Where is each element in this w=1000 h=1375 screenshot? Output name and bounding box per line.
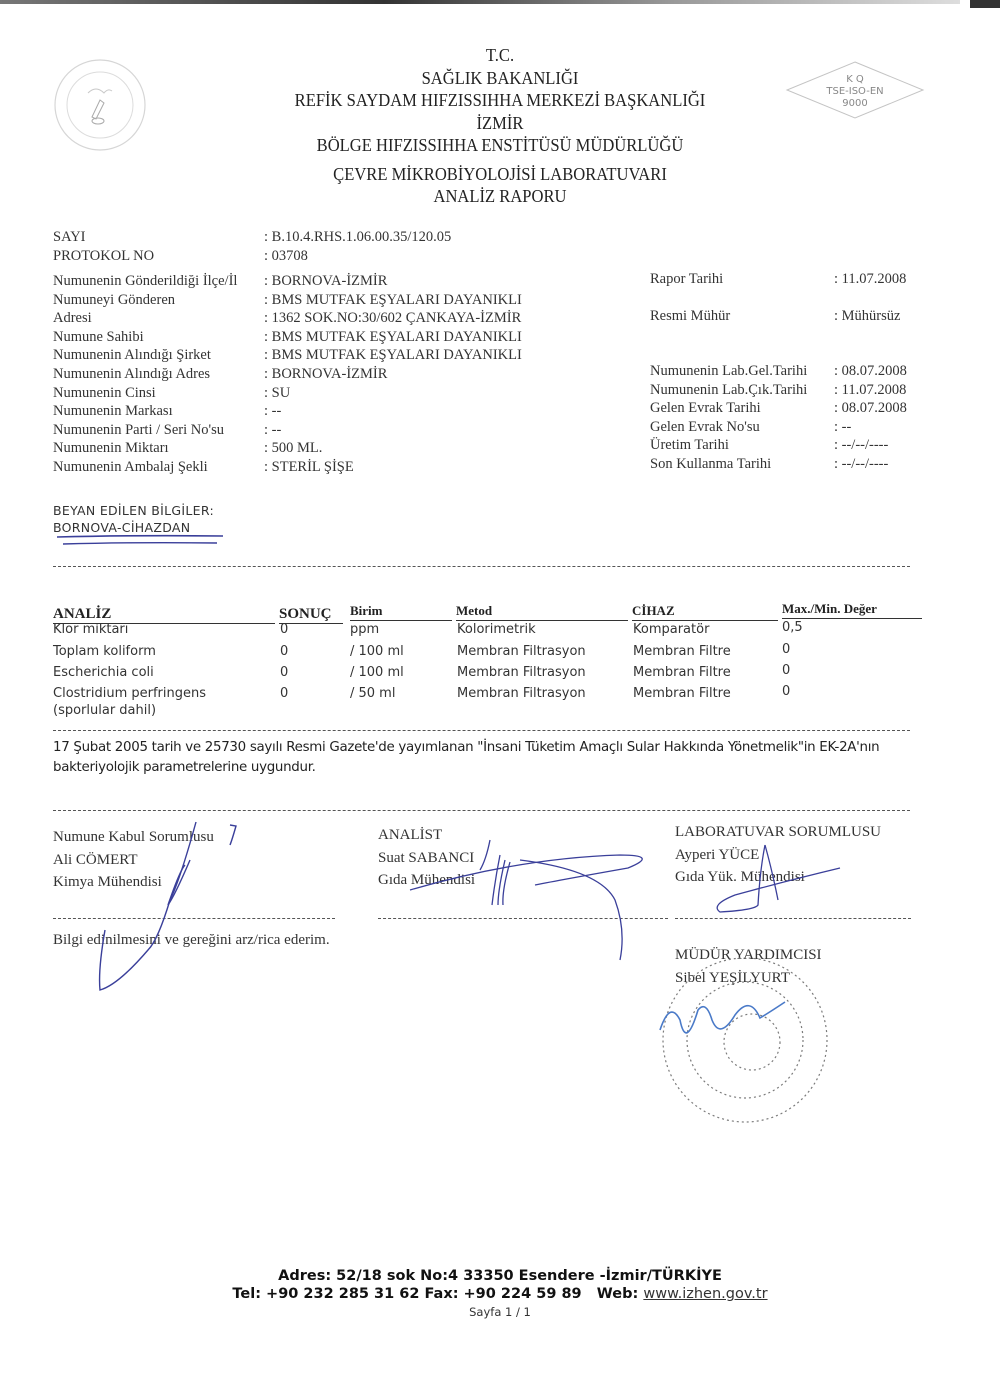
- sample-info-value: : --: [264, 403, 282, 420]
- cert-line-3: 9000: [842, 98, 868, 109]
- sample-info-row: [53, 439, 613, 458]
- declared-title: BEYAN EDİLEN BİLGİLER:: [53, 503, 214, 518]
- mudur-name: Sibel YEŞİLYURT: [675, 969, 790, 986]
- report-date-value: : --: [834, 418, 852, 435]
- page-footer: [0, 1267, 1000, 1321]
- sample-info-label: Numuneyi Gönderen: [53, 291, 176, 308]
- report-date-value: : --/--/----: [834, 455, 889, 472]
- mudur-title: MÜDÜR YARDIMCISI: [675, 947, 822, 963]
- rapor-tarihi-label: Rapor Tarihi: [650, 271, 724, 287]
- kabul-name: Ali CÖMERT: [53, 851, 138, 868]
- declared-info: [53, 502, 214, 536]
- header-underline: [279, 623, 343, 624]
- report-date-label: Gelen Evrak No'su: [650, 418, 760, 435]
- sample-info-block: [53, 272, 613, 477]
- scan-top-edge: [0, 0, 960, 4]
- sample-info-value: : --: [264, 421, 282, 438]
- kabul-role: Kimya Mühendisi: [53, 874, 162, 890]
- resmi-muhur-label: Resmi Mühür: [650, 307, 731, 324]
- report-date-row: [650, 436, 940, 455]
- sample-info-row: [53, 291, 613, 310]
- col-header-cihaz: CİHAZ: [632, 603, 675, 618]
- report-date-label: Son Kullanma Tarihi: [650, 455, 772, 472]
- footer-address: Adres: 52/18 sok No:4 33350 Esendere -İzmir/TÜRKİYE: [278, 1268, 722, 1284]
- reference-block: [53, 228, 573, 265]
- footer-contact: Tel: +90 232 285 31 62 Fax: +90 224 59 89: [232, 1286, 582, 1302]
- analist-title: ANALİST: [378, 827, 443, 843]
- sample-info-row: [53, 365, 613, 384]
- cell-deger: 0,5: [782, 620, 803, 635]
- report-date-row: [650, 399, 940, 418]
- header-institute: BÖLGE HIFZISSIHHA ENSTİTÜSÜ MÜDÜRLÜĞÜ: [316, 135, 684, 155]
- rapor-tarihi-row: [650, 270, 940, 289]
- signature-analist: [378, 824, 475, 892]
- cell-metod: Membran Filtrasyon: [457, 686, 586, 701]
- protokol-label: PROTOKOL NO: [53, 247, 155, 264]
- sample-info-label: Numunenin Miktarı: [53, 440, 169, 457]
- sample-info-row: [53, 328, 613, 347]
- cert-line-2: TSE-ISO-EN: [826, 86, 884, 97]
- document-title: ANALİZ RAPORU: [433, 186, 567, 206]
- sample-info-value: : BMS MUTFAK EŞYALARI DAYANIKLI: [264, 291, 522, 308]
- report-date-value: : --/--/----: [834, 437, 889, 454]
- cell-deger: 0: [782, 663, 791, 678]
- page-number: Sayfa 1 / 1: [469, 1305, 531, 1319]
- declared-value: BORNOVA-CİHAZDAN: [53, 520, 191, 535]
- footer-web-label: Web:: [596, 1286, 639, 1302]
- kabul-title: Numune Kabul Sorumlusu: [53, 829, 214, 845]
- report-info-block: [650, 270, 940, 325]
- rapor-tarihi-value: : 11.07.2008: [834, 271, 907, 287]
- sample-info-label: Numunenin Alındığı Şirket: [53, 347, 211, 364]
- cell-analiz: Klor miktarı: [53, 622, 129, 637]
- protokol-value: : 03708: [264, 247, 308, 264]
- cell-analiz-note: (sporlular dahil): [53, 703, 157, 718]
- cell-metod: Membran Filtrasyon: [457, 665, 586, 680]
- header-underline: [350, 620, 452, 621]
- signature-mudur: [675, 944, 822, 989]
- cell-metod: Kolorimetrik: [457, 622, 536, 637]
- cell-sonuc: 0: [280, 644, 289, 659]
- sample-info-row: [53, 458, 613, 477]
- sample-info-value: : BMS MUTFAK EŞYALARI DAYANIKLI: [264, 347, 522, 364]
- divider-4b: [378, 918, 668, 919]
- header-underline: [782, 618, 922, 619]
- report-date-label: Gelen Evrak Tarihi: [650, 400, 761, 417]
- cell-cihaz: Membran Filtre: [633, 644, 731, 659]
- scan-corner-mark: [970, 0, 1000, 8]
- sample-info-value: : 500 ML.: [264, 440, 323, 457]
- cell-deger: 0: [782, 642, 791, 657]
- report-date-value: : 11.07.2008: [834, 381, 907, 398]
- resmi-muhur-value: : Mühürsüz: [834, 307, 901, 324]
- document-header: [0, 44, 1000, 208]
- analist-name: Suat SABANCI: [378, 849, 475, 866]
- col-header-deger: Max./Min. Değer: [782, 601, 877, 616]
- col-header-metod: Metod: [456, 603, 493, 618]
- sayi-value: : B.10.4.RHS.1.06.00.35/120.05: [264, 229, 452, 245]
- sayi-row: [53, 228, 573, 247]
- divider-2: [53, 730, 910, 731]
- header-tc: T.C.: [485, 45, 515, 65]
- footer-web-link[interactable]: www.izhen.gov.tr: [643, 1286, 768, 1302]
- cell-analiz: Escherichia coli: [53, 665, 154, 680]
- col-header-sonuc: SONUÇ: [279, 606, 332, 622]
- sample-info-value: : STERİL ŞİŞE: [264, 458, 354, 475]
- report-date-label: Numunenin Lab.Gel.Tarihi: [650, 363, 808, 379]
- cell-cihaz: Komparatör: [633, 622, 710, 637]
- sample-info-row: [53, 309, 613, 328]
- sample-info-value: : BORNOVA-İZMİR: [264, 273, 388, 289]
- sample-info-value: : BORNOVA-İZMİR: [264, 365, 388, 382]
- sample-info-label: Numunenin Parti / Seri No'su: [53, 421, 224, 438]
- sample-info-label: Numunenin Gönderildiği İlçe/İl: [53, 273, 238, 289]
- report-date-value: : 08.07.2008: [834, 363, 907, 379]
- header-center: REFİK SAYDAM HIFZISSIHHA MERKEZİ BAŞKANLIĞI: [294, 90, 706, 110]
- col-header-birim: Birim: [350, 603, 383, 618]
- header-underline: [456, 620, 628, 621]
- lab-role: Gıda Yük. Mühendisi: [675, 869, 805, 885]
- report-date-row: [650, 381, 940, 400]
- resmi-muhur-row: [650, 307, 940, 326]
- signature-kabul: [53, 826, 214, 894]
- analist-role: Gıda Mühendisi: [378, 872, 476, 888]
- handwritten-underline: [55, 534, 225, 548]
- cell-cihaz: Membran Filtre: [633, 665, 731, 680]
- sample-info-row: [53, 402, 613, 421]
- report-dates-block: [650, 362, 940, 474]
- cell-birim: / 100 ml: [350, 665, 404, 680]
- sample-info-label: Numunenin Cinsi: [53, 384, 156, 401]
- sample-info-label: Numunenin Ambalaj Şekli: [53, 458, 208, 475]
- cert-line-1: K Q: [846, 74, 864, 85]
- protokol-row: [53, 247, 573, 266]
- sample-info-label: Numune Sahibi: [53, 328, 144, 345]
- report-date-label: Numunenin Lab.Çık.Tarihi: [650, 381, 808, 398]
- header-city: İZMİR: [476, 112, 524, 133]
- cell-metod: Membran Filtrasyon: [457, 644, 586, 659]
- conclusion-text: 17 Şubat 2005 tarih ve 25730 sayılı Resmi Gazete'de yayımlanan "İnsani Tüketim Amaçlı Sular Hakkında Yönetmelik"in EK-2A'nın bakteriyolojik parametrelerine uygundur.: [53, 740, 880, 775]
- cell-sonuc: 0: [280, 686, 289, 701]
- cell-analiz: Toplam koliform: [53, 644, 156, 659]
- sample-info-value: : 1362 SOK.NO:30/602 ÇANKAYA-İZMİR: [264, 310, 522, 327]
- lab-name: Ayperi YÜCE: [675, 846, 760, 863]
- report-date-value: : 08.07.2008: [834, 400, 907, 417]
- cell-analiz: Clostridium perfringens: [53, 686, 206, 701]
- col-header-analiz: ANALİZ: [53, 606, 112, 622]
- sample-info-value: : SU: [264, 384, 291, 401]
- divider-4a: [53, 918, 335, 919]
- sample-info-value: : BMS MUTFAK EŞYALARI DAYANIKLI: [264, 328, 522, 345]
- lab-title: LABORATUVAR SORUMLUSU: [675, 824, 882, 840]
- divider-3: [53, 810, 910, 811]
- cell-birim: / 50 ml: [350, 686, 396, 701]
- report-date-row: [650, 455, 940, 474]
- divider-1: [53, 566, 910, 567]
- cell-deger: 0: [782, 684, 791, 699]
- sample-info-row: [53, 421, 613, 440]
- sample-info-label: Numunenin Alındığı Adres: [53, 365, 211, 382]
- footer-contact-line: [0, 1285, 1000, 1303]
- report-date-row: [650, 418, 940, 437]
- sample-info-row: [53, 346, 613, 365]
- sample-info-label: Adresi: [53, 310, 92, 327]
- cell-sonuc: 0: [280, 622, 289, 637]
- signature-lab: [675, 821, 881, 889]
- header-underline: [632, 620, 778, 621]
- divider-4c: [675, 918, 911, 919]
- sample-info-label: Numunenin Markası: [53, 403, 173, 420]
- signature-sibel-yesilyurt: [660, 1002, 785, 1033]
- sample-info-row: [53, 272, 613, 291]
- cell-birim: ppm: [350, 622, 380, 637]
- sample-info-row: [53, 384, 613, 403]
- header-laboratory: ÇEVRE MİKROBİYOLOJİSİ LABORATUVARI: [333, 163, 667, 184]
- report-date-row: [650, 362, 940, 381]
- sayi-label: SAYI: [53, 229, 86, 245]
- request-text: Bilgi edinilmesini ve gereğini arz/rica ederim.: [53, 932, 330, 948]
- report-date-label: Üretim Tarihi: [650, 437, 729, 454]
- cell-sonuc: 0: [280, 665, 289, 680]
- cell-cihaz: Membran Filtre: [633, 686, 731, 701]
- header-ministry: SAĞLIK BAKANLIĞI: [421, 67, 579, 88]
- cell-birim: / 100 ml: [350, 644, 404, 659]
